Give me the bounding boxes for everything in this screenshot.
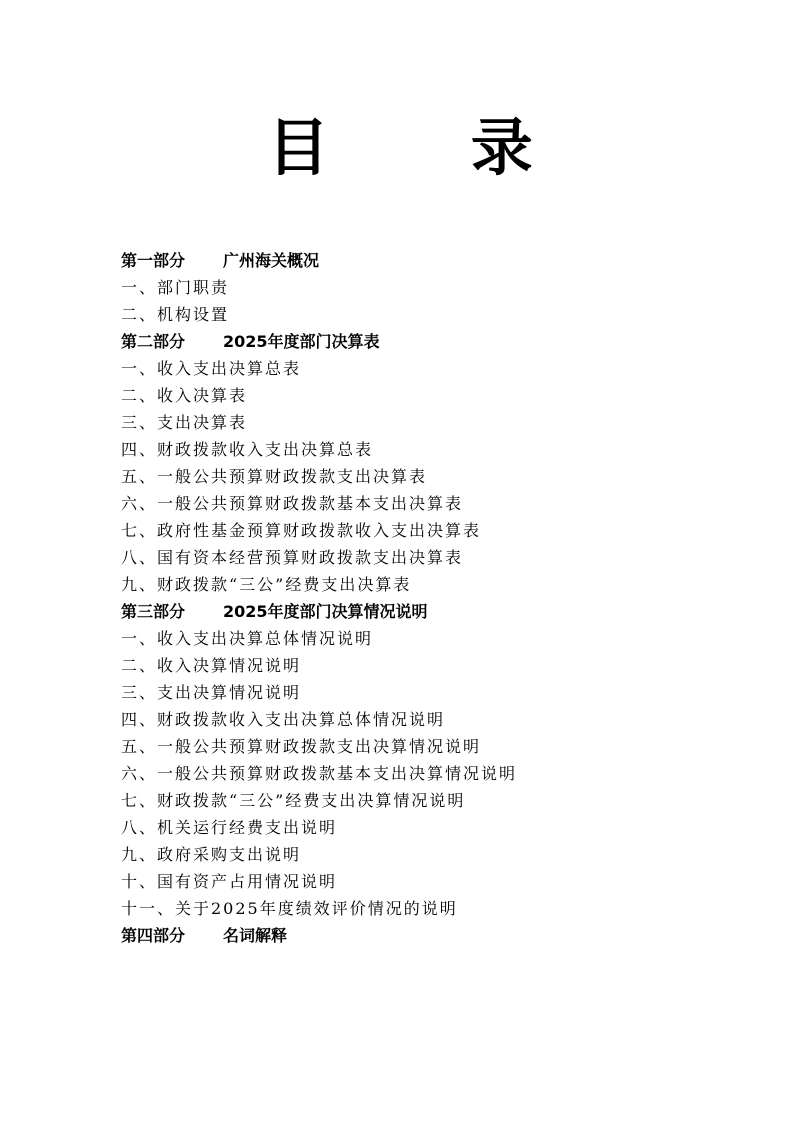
page-title: 目 录 xyxy=(267,111,593,184)
toc-part-title: 2025年度部门决算表 xyxy=(223,332,380,351)
toc-item: 二、收入决算表 xyxy=(121,386,248,405)
toc-item: 一、收入支出决算总体情况说明 xyxy=(121,629,374,648)
toc-item: 六、一般公共预算财政拨款基本支出决算情况说明 xyxy=(121,764,518,783)
toc-item: 五、一般公共预算财政拨款支出决算表 xyxy=(121,467,428,486)
toc-part-heading xyxy=(121,247,681,274)
toc-item: 八、国有资本经营预算财政拨款支出决算表 xyxy=(121,548,464,567)
toc-item: 一、部门职责 xyxy=(121,278,230,297)
toc-item: 三、支出决算表 xyxy=(121,413,248,432)
toc-part-title: 名词解释 xyxy=(223,926,288,945)
toc-item: 一、收入支出决算总表 xyxy=(121,359,302,378)
toc-item: 六、一般公共预算财政拨款基本支出决算表 xyxy=(121,494,464,513)
toc-item: 二、机构设置 xyxy=(121,305,230,324)
toc-item: 三、支出决算情况说明 xyxy=(121,683,302,702)
toc-part-title: 2025年度部门决算情况说明 xyxy=(223,602,428,621)
toc-item: 七、财政拨款“三公”经费支出决算情况说明 xyxy=(121,791,466,810)
toc-part-number: 第二部分 xyxy=(121,332,186,351)
toc-item: 二、收入决算情况说明 xyxy=(121,656,302,675)
toc-part-title: 广州海关概况 xyxy=(223,251,320,270)
toc-item: 八、机关运行经费支出说明 xyxy=(121,818,338,837)
toc-item: 九、政府采购支出说明 xyxy=(121,845,302,864)
toc-part-heading xyxy=(121,328,681,355)
toc-part-number: 第一部分 xyxy=(121,251,186,270)
toc-item: 九、财政拨款“三公”经费支出决算表 xyxy=(121,575,412,594)
toc-item: 四、财政拨款收入支出决算总表 xyxy=(121,440,374,459)
table-of-contents xyxy=(121,247,681,949)
toc-part-heading xyxy=(121,922,681,949)
toc-item: 四、财政拨款收入支出决算总体情况说明 xyxy=(121,710,446,729)
toc-item: 五、一般公共预算财政拨款支出决算情况说明 xyxy=(121,737,482,756)
toc-part-heading xyxy=(121,598,681,625)
toc-item: 七、政府性基金预算财政拨款收入支出决算表 xyxy=(121,521,482,540)
toc-part-number: 第三部分 xyxy=(121,602,186,621)
toc-part-number: 第四部分 xyxy=(121,926,186,945)
toc-item: 十、国有资产占用情况说明 xyxy=(121,872,338,891)
toc-item: 十一、关于2025年度绩效评价情况的说明 xyxy=(121,899,458,918)
